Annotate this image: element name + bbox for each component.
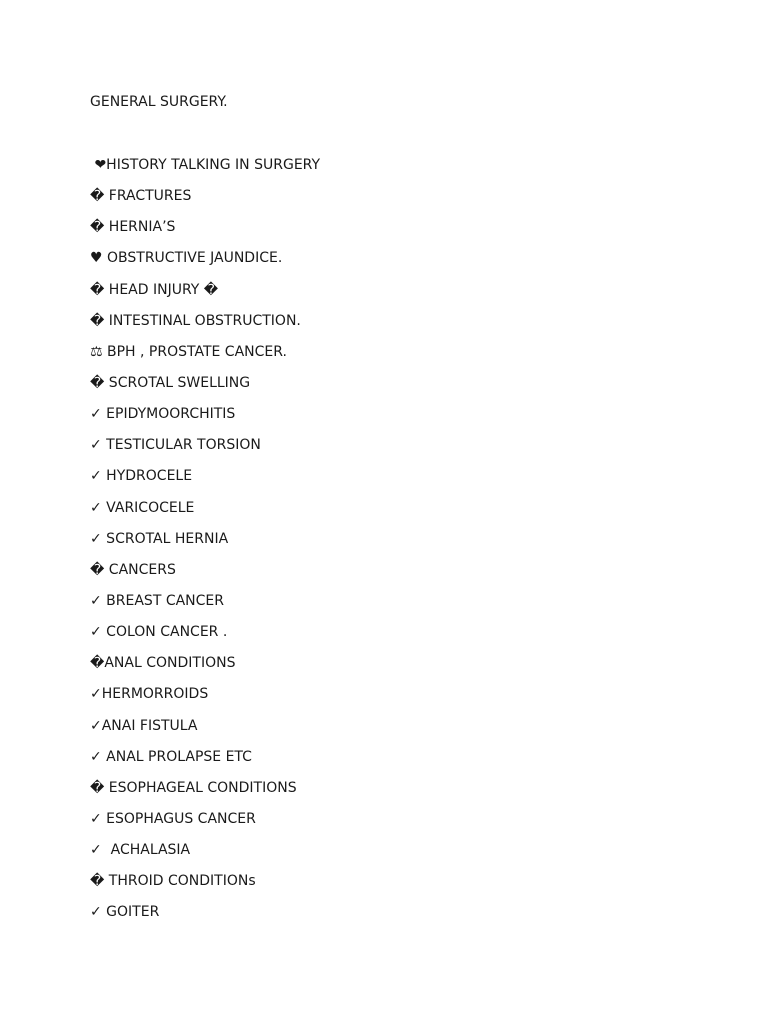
document-title: GENERAL SURGERY. — [90, 94, 228, 110]
list-subitem-hydrocele: ✓ HYDROCELE — [90, 468, 193, 485]
list-subitem-colon-cancer: ✓ COLON CANCER . — [90, 624, 228, 641]
list-subitem-achalasia: ✓ ACHALASIA — [90, 842, 191, 859]
list-item-bph-prostate-cancer: ⚖ BPH , PROSTATE CANCER. — [90, 343, 287, 360]
list-item-obstructive-jaundice: ♥ OBSTRUCTIVE JAUNDICE. — [90, 250, 283, 267]
list-subitem-testicular-torsion: ✓ TESTICULAR TORSION — [90, 437, 261, 454]
list-item-anal-conditions: �ANAL CONDITIONS — [90, 655, 236, 672]
list-item-hernias: � HERNIA’S — [90, 219, 176, 236]
list-subitem-anai-fistula: ✓ANAI FISTULA — [90, 717, 198, 734]
topic-list — [90, 155, 320, 934]
list-item-intestinal-obstruction: � INTESTINAL OBSTRUCTION. — [90, 312, 301, 329]
list-subitem-epidymoorchitis: ✓ EPIDYMOORCHITIS — [90, 406, 236, 423]
list-item-head-injury: � HEAD INJURY � — [90, 281, 219, 298]
list-item-cancers: � CANCERS — [90, 561, 176, 578]
list-subitem-anal-prolapse: ✓ ANAL PROLAPSE ETC — [90, 748, 252, 765]
list-subitem-breast-cancer: ✓ BREAST CANCER — [90, 592, 224, 609]
list-subitem-varicocele: ✓ VARICOCELE — [90, 499, 195, 516]
list-subitem-esophagus-cancer: ✓ ESOPHAGUS CANCER — [90, 810, 256, 827]
list-item-throid-conditions: � THROID CONDITIONs — [90, 873, 256, 890]
list-item-scrotal-swelling: � SCROTAL SWELLING — [90, 374, 251, 391]
list-item-esophageal-conditions: � ESOPHAGEAL CONDITIONS — [90, 779, 297, 796]
list-subitem-scrotal-hernia: ✓ SCROTAL HERNIA — [90, 530, 229, 547]
list-subitem-hermorroids: ✓HERMORROIDS — [90, 686, 209, 703]
list-item-fractures: � FRACTURES — [90, 188, 192, 205]
list-item-history-taking: ❤HISTORY TALKING IN SURGERY — [90, 157, 321, 173]
list-subitem-goiter: ✓ GOITER — [90, 904, 160, 921]
